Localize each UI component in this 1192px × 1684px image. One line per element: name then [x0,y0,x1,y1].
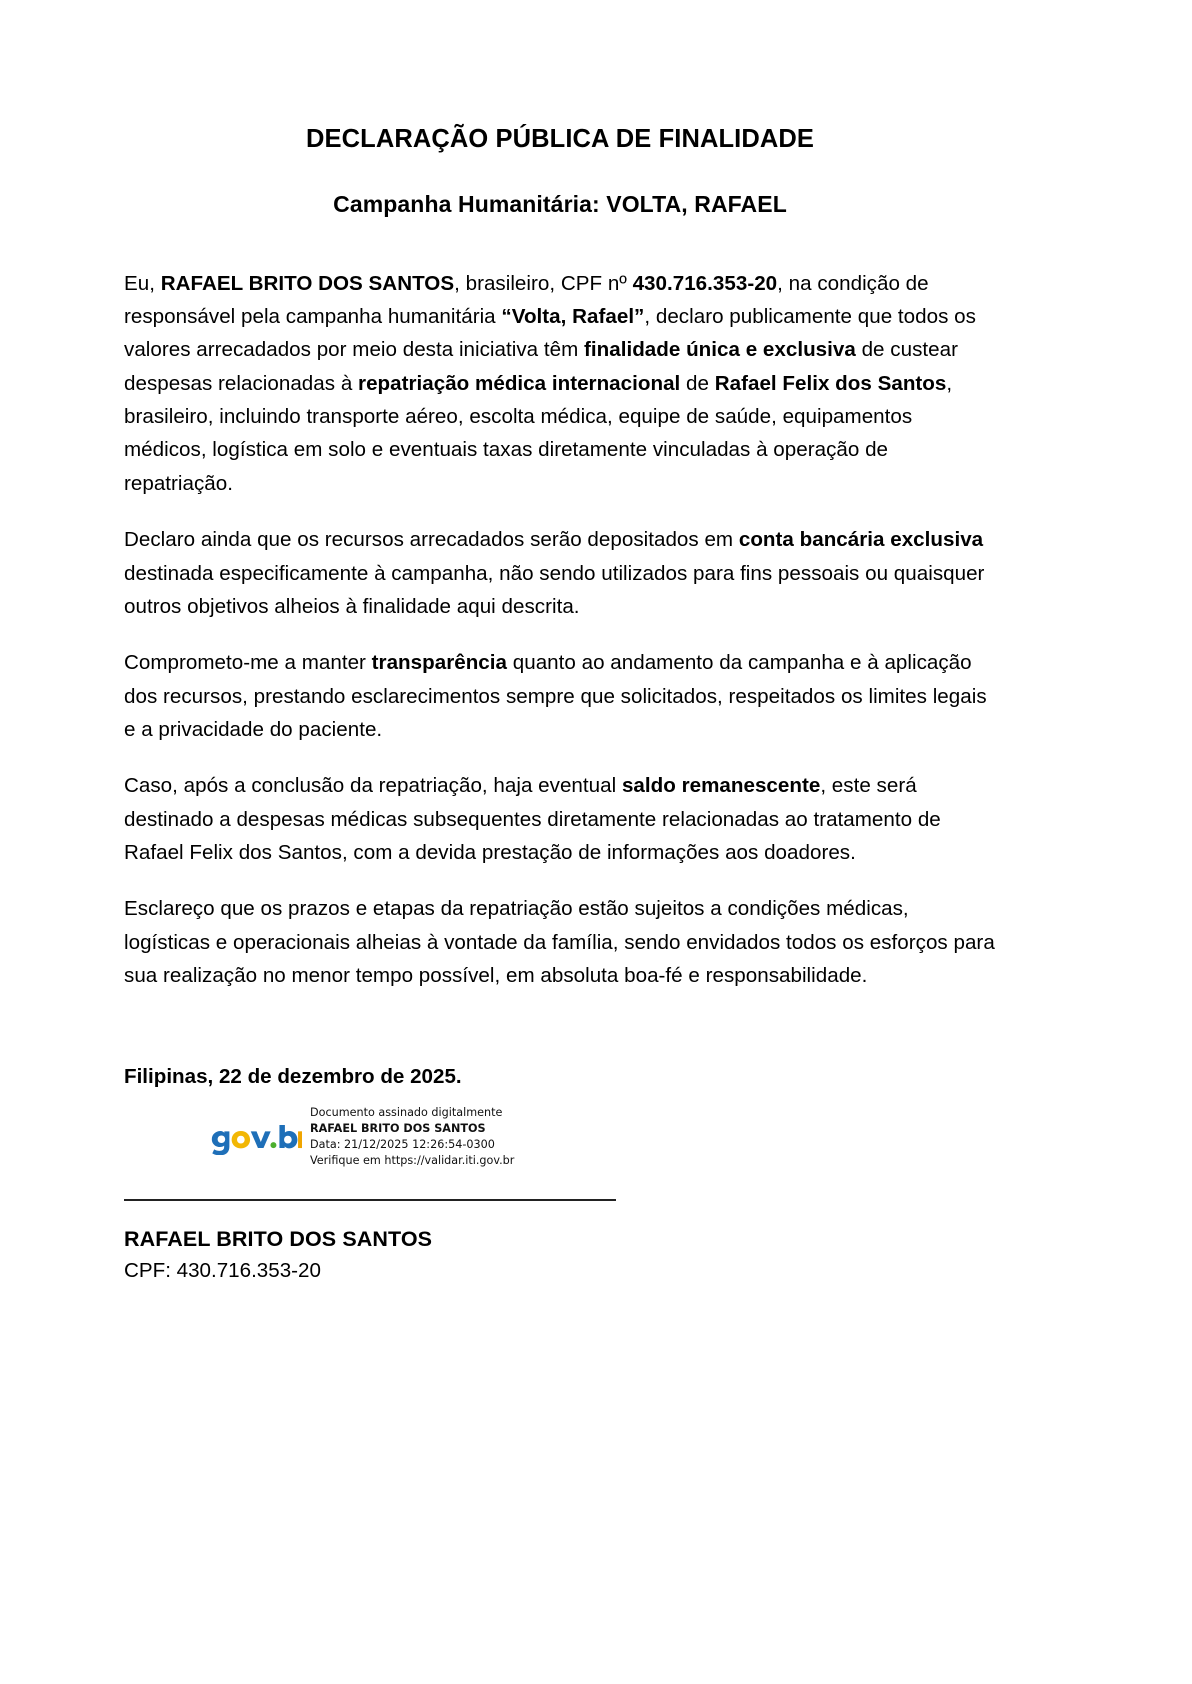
paragraph-4 [124,769,996,869]
p5-text-1: Esclareço que os prazos e etapas da repatriação estão sujeitos a condições médicas, logísticas e operacionais alheias à vontade da família, sendo envidados todos os esforços para sua realização no menor tempo possível, em absoluta boa-fé e responsabilidade. [124,897,995,988]
p1-text-6: de [680,371,715,395]
stamp-verify-url: Verifique em https://validar.iti.gov.br [310,1154,515,1168]
p1-bold-campaign-name: “Volta, Rafael” [501,304,645,328]
page-subtitle: Campanha Humanitária: VOLTA, RAFAEL [333,190,787,217]
p1-bold-exclusive-purpose: finalidade única e exclusiva [584,338,856,362]
page-title: DECLARAÇÃO PÚBLICA DE FINALIDADE [306,125,814,153]
p4-text-1: Caso, após a conclusão da repatriação, haja eventual [124,774,622,798]
p2-text-1: Declaro ainda que os recursos arrecadados serão depositados em [124,528,739,552]
stamp-heading: Documento assinado digitalmente [310,1106,503,1120]
p1-text-3: , na condição de responsável pela campanha humanitária [124,271,929,328]
p1-text-1: Eu, [124,271,161,295]
govbr-logo-icon [206,1105,302,1155]
p2-text-2: destinada especificamente à campanha, não sendo utilizados para fins pessoais ou quaisquer outros objetivos alheios à finalidade aqui descrita. [124,561,985,618]
p1-text-5: de custear despesas relacionadas à [124,338,958,395]
p1-bold-cpf: 430.716.353-20 [632,271,778,295]
p1-bold-declarant-name: RAFAEL BRITO DOS SANTOS [160,271,455,295]
p1-bold-medical-repatriation: repatriação médica internacional [358,371,681,395]
paragraph-1 [124,267,996,501]
place-and-date: Filipinas, 22 de dezembro de 2025. [124,1065,462,1089]
paragraph-2 [124,523,996,623]
paragraph-5 [124,892,996,992]
signatory-cpf: CPF: 430.716.353-20 [124,1259,321,1283]
p1-text-7: , brasileiro, incluindo transporte aéreo, escolta médica, equipe de saúde, equipamentos médicos, logística em solo e eventuais taxas diretamente vinculadas à operação de repatriação. [124,371,953,495]
govbr-digital-signature-stamp [206,1105,626,1181]
signatory-name: RAFAEL BRITO DOS SANTOS [124,1227,433,1252]
p3-bold-transparency: transparência [371,651,507,675]
declaration-body [124,267,996,993]
document-content [124,0,996,1286]
p3-text-2: quanto ao andamento da campanha e à aplicação dos recursos, prestando esclarecimentos sempre que solicitados, respeitados os limites legais e a privacidade do paciente. [124,651,987,741]
stamp-signer-name: RAFAEL BRITO DOS SANTOS [310,1122,486,1136]
paragraph-3 [124,646,996,746]
p4-text-2: , este será destinado a despesas médicas subsequentes diretamente relacionadas ao tratamento de Rafael Felix dos Santos, com a devida prestação de informações aos doadores. [124,774,941,865]
p3-text-1: Comprometo-me a manter [124,651,372,675]
p1-bold-patient-name: Rafael Felix dos Santos [714,371,947,395]
p1-text-4: , declaro publicamente que todos os valores arrecadados por meio desta iniciativa têm [124,304,976,362]
p4-bold-remaining-balance: saldo remanescente [621,774,821,798]
govbr-stamp-text [302,1105,626,1169]
p2-bold-exclusive-account: conta bancária exclusiva [738,528,984,552]
stamp-date: Data: 21/12/2025 12:26:54-0300 [310,1138,495,1152]
p1-text-2: , brasileiro, CPF nº [454,271,633,295]
